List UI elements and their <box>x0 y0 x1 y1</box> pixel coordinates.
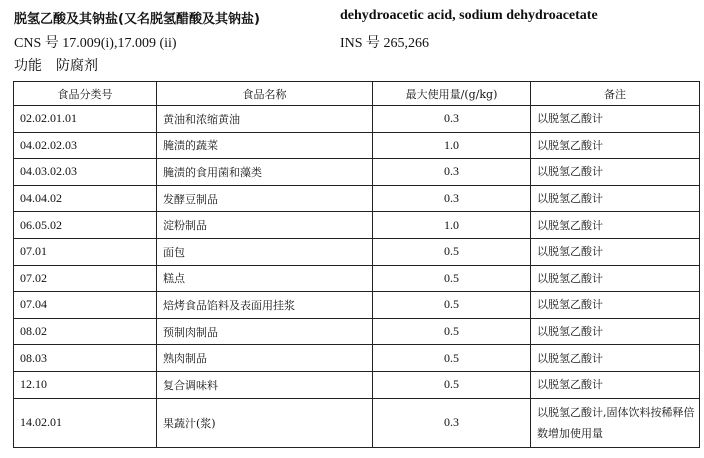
food-name: 预制肉制品 <box>157 318 373 345</box>
function-value: 防腐剂 <box>56 58 98 74</box>
max-usage: 0.3 <box>373 185 531 212</box>
remark: 以脱氢乙酸计 <box>531 238 700 265</box>
max-usage: 0.3 <box>373 159 531 186</box>
food-name: 腌渍的食用菌和藻类 <box>157 159 373 186</box>
remark: 以脱氢乙酸计,固体饮料按稀释倍数增加使用量 <box>531 398 700 447</box>
food-name: 腌渍的蔬菜 <box>157 132 373 159</box>
table-row <box>14 106 700 133</box>
header-remarks: 备注 <box>531 82 700 106</box>
function-line <box>14 55 98 75</box>
max-usage: 0.3 <box>373 398 531 447</box>
table-row <box>14 292 700 319</box>
category-code: 04.03.02.03 <box>14 159 157 186</box>
food-name: 糕点 <box>157 265 373 292</box>
category-code: 06.05.02 <box>14 212 157 239</box>
food-name: 果蔬汁(浆) <box>157 398 373 447</box>
remark: 以脱氢乙酸计 <box>531 185 700 212</box>
category-code: 04.04.02 <box>14 185 157 212</box>
category-code: 07.01 <box>14 238 157 265</box>
table-row <box>14 132 700 159</box>
max-usage: 1.0 <box>373 212 531 239</box>
table-header-row <box>14 82 700 106</box>
category-code: 02.02.01.01 <box>14 106 157 133</box>
remark: 以脱氢乙酸计 <box>531 132 700 159</box>
table-row <box>14 238 700 265</box>
max-usage: 0.5 <box>373 292 531 319</box>
table-row <box>14 212 700 239</box>
table-row <box>14 371 700 398</box>
category-code: 14.02.01 <box>14 398 157 447</box>
category-code: 07.04 <box>14 292 157 319</box>
function-label: 功能 <box>14 58 42 74</box>
table-row <box>14 159 700 186</box>
table-row <box>14 398 700 447</box>
max-usage: 0.5 <box>373 371 531 398</box>
usage-table <box>13 81 700 448</box>
food-name: 淀粉制品 <box>157 212 373 239</box>
food-name: 熟肉制品 <box>157 345 373 372</box>
max-usage: 0.5 <box>373 318 531 345</box>
food-name: 面包 <box>157 238 373 265</box>
cns-number: CNS 号 17.009(i),17.009 (ii) <box>14 36 177 51</box>
additive-title-en: dehydroacetic acid, sodium dehydroacetate <box>340 8 598 23</box>
remark: 以脱氢乙酸计 <box>531 318 700 345</box>
food-name: 复合调味料 <box>157 371 373 398</box>
max-usage: 0.3 <box>373 106 531 133</box>
category-code: 07.02 <box>14 265 157 292</box>
table-row <box>14 265 700 292</box>
remark: 以脱氢乙酸计 <box>531 265 700 292</box>
category-code: 04.02.02.03 <box>14 132 157 159</box>
max-usage: 0.5 <box>373 265 531 292</box>
max-usage: 0.5 <box>373 238 531 265</box>
remark: 以脱氢乙酸计 <box>531 371 700 398</box>
remark: 以脱氢乙酸计 <box>531 159 700 186</box>
remark: 以脱氢乙酸计 <box>531 212 700 239</box>
category-code: 08.02 <box>14 318 157 345</box>
food-name: 焙烤食品馅料及表面用挂浆 <box>157 292 373 319</box>
remark: 以脱氢乙酸计 <box>531 292 700 319</box>
header-food-name: 食品名称 <box>157 82 373 106</box>
ins-number: INS 号 265,266 <box>340 36 430 51</box>
remark: 以脱氢乙酸计 <box>531 345 700 372</box>
table-row <box>14 345 700 372</box>
table-row <box>14 185 700 212</box>
category-code: 12.10 <box>14 371 157 398</box>
food-name: 发酵豆制品 <box>157 185 373 212</box>
max-usage: 0.5 <box>373 345 531 372</box>
table-row <box>14 318 700 345</box>
category-code: 08.03 <box>14 345 157 372</box>
header-max-usage: 最大使用量/(g/kg) <box>373 82 531 106</box>
additive-title-cn: 脱氢乙酸及其钠盐(又名脱氢醋酸及其钠盐) <box>14 12 260 27</box>
max-usage: 1.0 <box>373 132 531 159</box>
food-name: 黄油和浓缩黄油 <box>157 106 373 133</box>
header-category-code: 食品分类号 <box>14 82 157 106</box>
remark: 以脱氢乙酸计 <box>531 106 700 133</box>
